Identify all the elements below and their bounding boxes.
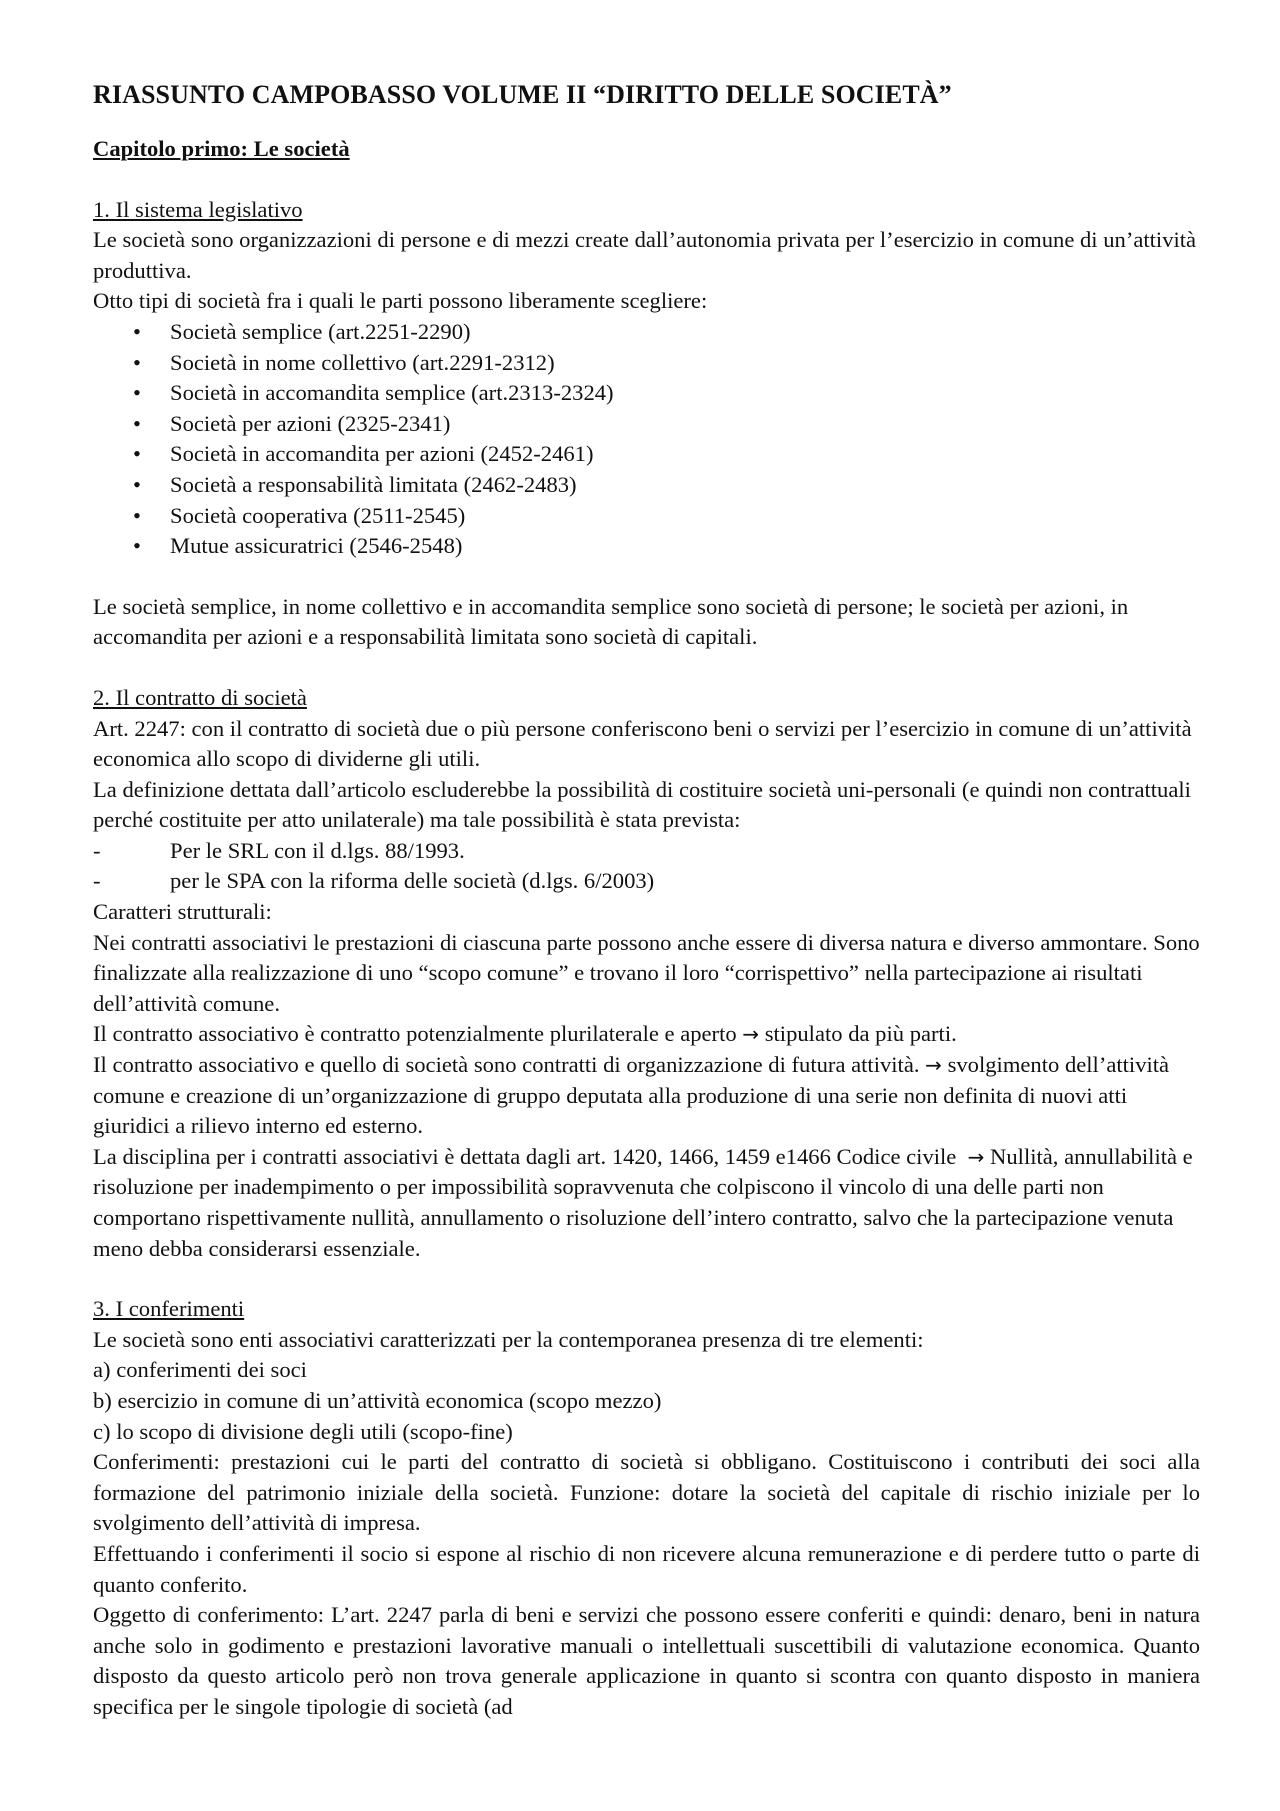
chapter-heading: Capitolo primo: Le società	[93, 136, 350, 161]
list-item	[93, 866, 1200, 897]
paragraph-text: svolgimento dell’attività comune e creazione di un’organizzazione di gruppo deputata alla produzione di una serie non definita di nuovi atti giuridici a rilievo interno ed esterno.	[93, 1052, 1170, 1139]
list-item-text: Società in accomandita per azioni (2452-2461)	[170, 441, 594, 467]
dash-icon: -	[93, 868, 101, 894]
bullet-icon: •	[133, 380, 141, 406]
list-item-text: per le SPA con la riforma delle società (d.lgs. 6/2003)	[170, 868, 655, 894]
section-contributions	[93, 1294, 1200, 1722]
section-2-paragraph-1: Art. 2247: con il contratto di società due o più persone conferiscono beni o servizi per l’esercizio in comune di un’attività economica allo scopo di dividerne gli utili.	[93, 715, 1192, 772]
section-1-heading: 1. Il sistema legislativo	[93, 196, 303, 222]
list-item	[93, 409, 1200, 440]
list-item-text: Società cooperativa (2511-2545)	[170, 502, 466, 528]
section-3-paragraph-1: Le società sono enti associativi caratterizzati per la contemporanea presenza di tre elementi:	[93, 1326, 924, 1352]
list-item	[93, 836, 1200, 867]
bullet-icon: •	[133, 318, 141, 344]
section-2-paragraph-2: La definizione dettata dall’articolo escluderebbe la possibilità di costituire società uni-personali (e quindi non contrattuali perché costituite per atto unilaterale) ma tale possibilità è stata prevista:	[93, 776, 1191, 833]
section-1-paragraph-2: Otto tipi di società fra i quali le parti possono liberamente scegliere:	[93, 288, 708, 314]
section-2-paragraph-7	[93, 1142, 1200, 1264]
paragraph-text: Nullità, annullabilità e risoluzione per inadempimento o per impossibilità sopravvenuta che colpiscono il vincolo di una delle parti non comportano rispettivamente nullità, annullamento o risoluzione dell’intero contratto, salvo che la partecipazione venuta meno debba considerarsi essenziale.	[93, 1143, 1193, 1261]
paragraph-text: stipulato da più parti.	[759, 1021, 957, 1047]
section-1-paragraph-1: Le società sono organizzazioni di persone e di mezzi create dall’autonomia privata per l’esercizio in comune di un’attività produttiva.	[93, 227, 1197, 283]
section-2-paragraph-6	[93, 1050, 1200, 1142]
bullet-icon: •	[133, 533, 141, 559]
list-item-text: Società per azioni (2325-2341)	[170, 410, 451, 436]
bullet-icon: •	[133, 349, 141, 375]
list-item: b) esercizio in comune di un’attività economica (scopo mezzo)	[93, 1387, 662, 1413]
bullet-icon: •	[133, 410, 141, 436]
list-item	[93, 317, 1200, 348]
arrow-right-icon: →	[967, 1144, 985, 1169]
section-legislative-system	[93, 195, 1200, 653]
bullet-icon: •	[133, 471, 141, 497]
list-item: a) conferimenti dei soci	[93, 1357, 307, 1383]
section-1-paragraph-3: Le società semplice, in nome collettivo e in accomandita semplice sono società di persone; le società per azioni, in accomandita per azioni e a responsabilità limitata sono società di capitali.	[93, 593, 1129, 650]
list-item	[93, 501, 1200, 532]
list-item	[93, 531, 1200, 562]
paragraph-text: Il contratto associativo è contratto potenzialmente plurilaterale e aperto	[93, 1021, 737, 1047]
list-item: c) lo scopo di divisione degli utili (scopo-fine)	[93, 1418, 513, 1444]
section-3-heading: 3. I conferimenti	[93, 1296, 245, 1322]
paragraph-text: La disciplina per i contratti associativi è dettata dagli art. 1420, 1466, 1459 e1466 Codice civile	[93, 1143, 957, 1169]
spacer	[93, 562, 1200, 592]
spacer	[93, 653, 1200, 683]
document-title: RIASSUNTO CAMPOBASSO VOLUME II “DIRITTO DELLE SOCIETÀ”	[93, 80, 952, 109]
section-3-paragraph-2: Conferimenti: prestazioni cui le parti del contratto di società si obbligano. Costituiscono i contributi dei soci alla formazione del patrimonio iniziale della società. Funzione: dotare la società del capitale di rischio iniziale per lo svolgimento dell’attività di impresa.	[93, 1449, 1200, 1536]
list-item-text: Società a responsabilità limitata (2462-2483)	[170, 471, 577, 497]
bullet-icon: •	[133, 441, 141, 467]
list-item-text: Società semplice (art.2251-2290)	[170, 318, 471, 344]
bullet-icon: •	[133, 502, 141, 528]
arrow-right-icon: →	[925, 1053, 942, 1078]
list-item-text: Società in nome collettivo (art.2291-2312)	[170, 349, 555, 375]
section-2-paragraph-4: Nei contratti associativi le prestazioni di ciascuna parte possono anche essere di diversa natura e diverso ammontare. Sono finalizzate alla realizzazione di uno “scopo comune” e trovano il loro “corrispettivo” nella partecipazione ai risultati dell’attività comune.	[93, 929, 1200, 1016]
spacer	[93, 1264, 1200, 1294]
list-item	[93, 378, 1200, 409]
list-item	[93, 470, 1200, 501]
section-2-heading: 2. Il contratto di società	[93, 684, 307, 710]
list-item-text: Per le SRL con il d.lgs. 88/1993.	[170, 837, 465, 863]
list-item-text: Mutue assicuratrici (2546-2548)	[170, 533, 463, 559]
section-3-paragraph-4: Oggetto di conferimento: L’art. 2247 parla di beni e servizi che possono essere conferiti e quindi: denaro, beni in natura anche solo in godimento e prestazioni lavorative manuali o intellettuali suscettibili di valutazione economica. Quanto disposto da questo articolo però non trova generale applicazione in quanto si scontra con quanto disposto in maniera specifica per le singole tipologie di società (ad	[93, 1602, 1200, 1719]
section-company-contract	[93, 683, 1200, 1264]
paragraph-text: Il contratto associativo e quello di società sono contratti di organizzazione di futura attività.	[93, 1052, 920, 1078]
dash-icon: -	[93, 837, 101, 863]
section-3-paragraph-3: Effettuando i conferimenti il socio si espone al rischio di non ricevere alcuna remunerazione e di perdere tutto o parte di quanto conferito.	[93, 1540, 1200, 1597]
list-item-text: Società in accomandita semplice (art.2313-2324)	[170, 380, 614, 406]
list-item	[93, 348, 1200, 379]
company-types-list	[93, 317, 1200, 562]
section-2-paragraph-3: Caratteri strutturali:	[93, 899, 272, 925]
list-item	[93, 439, 1200, 470]
section-2-paragraph-5	[93, 1019, 1200, 1050]
arrow-right-icon: →	[742, 1022, 760, 1047]
